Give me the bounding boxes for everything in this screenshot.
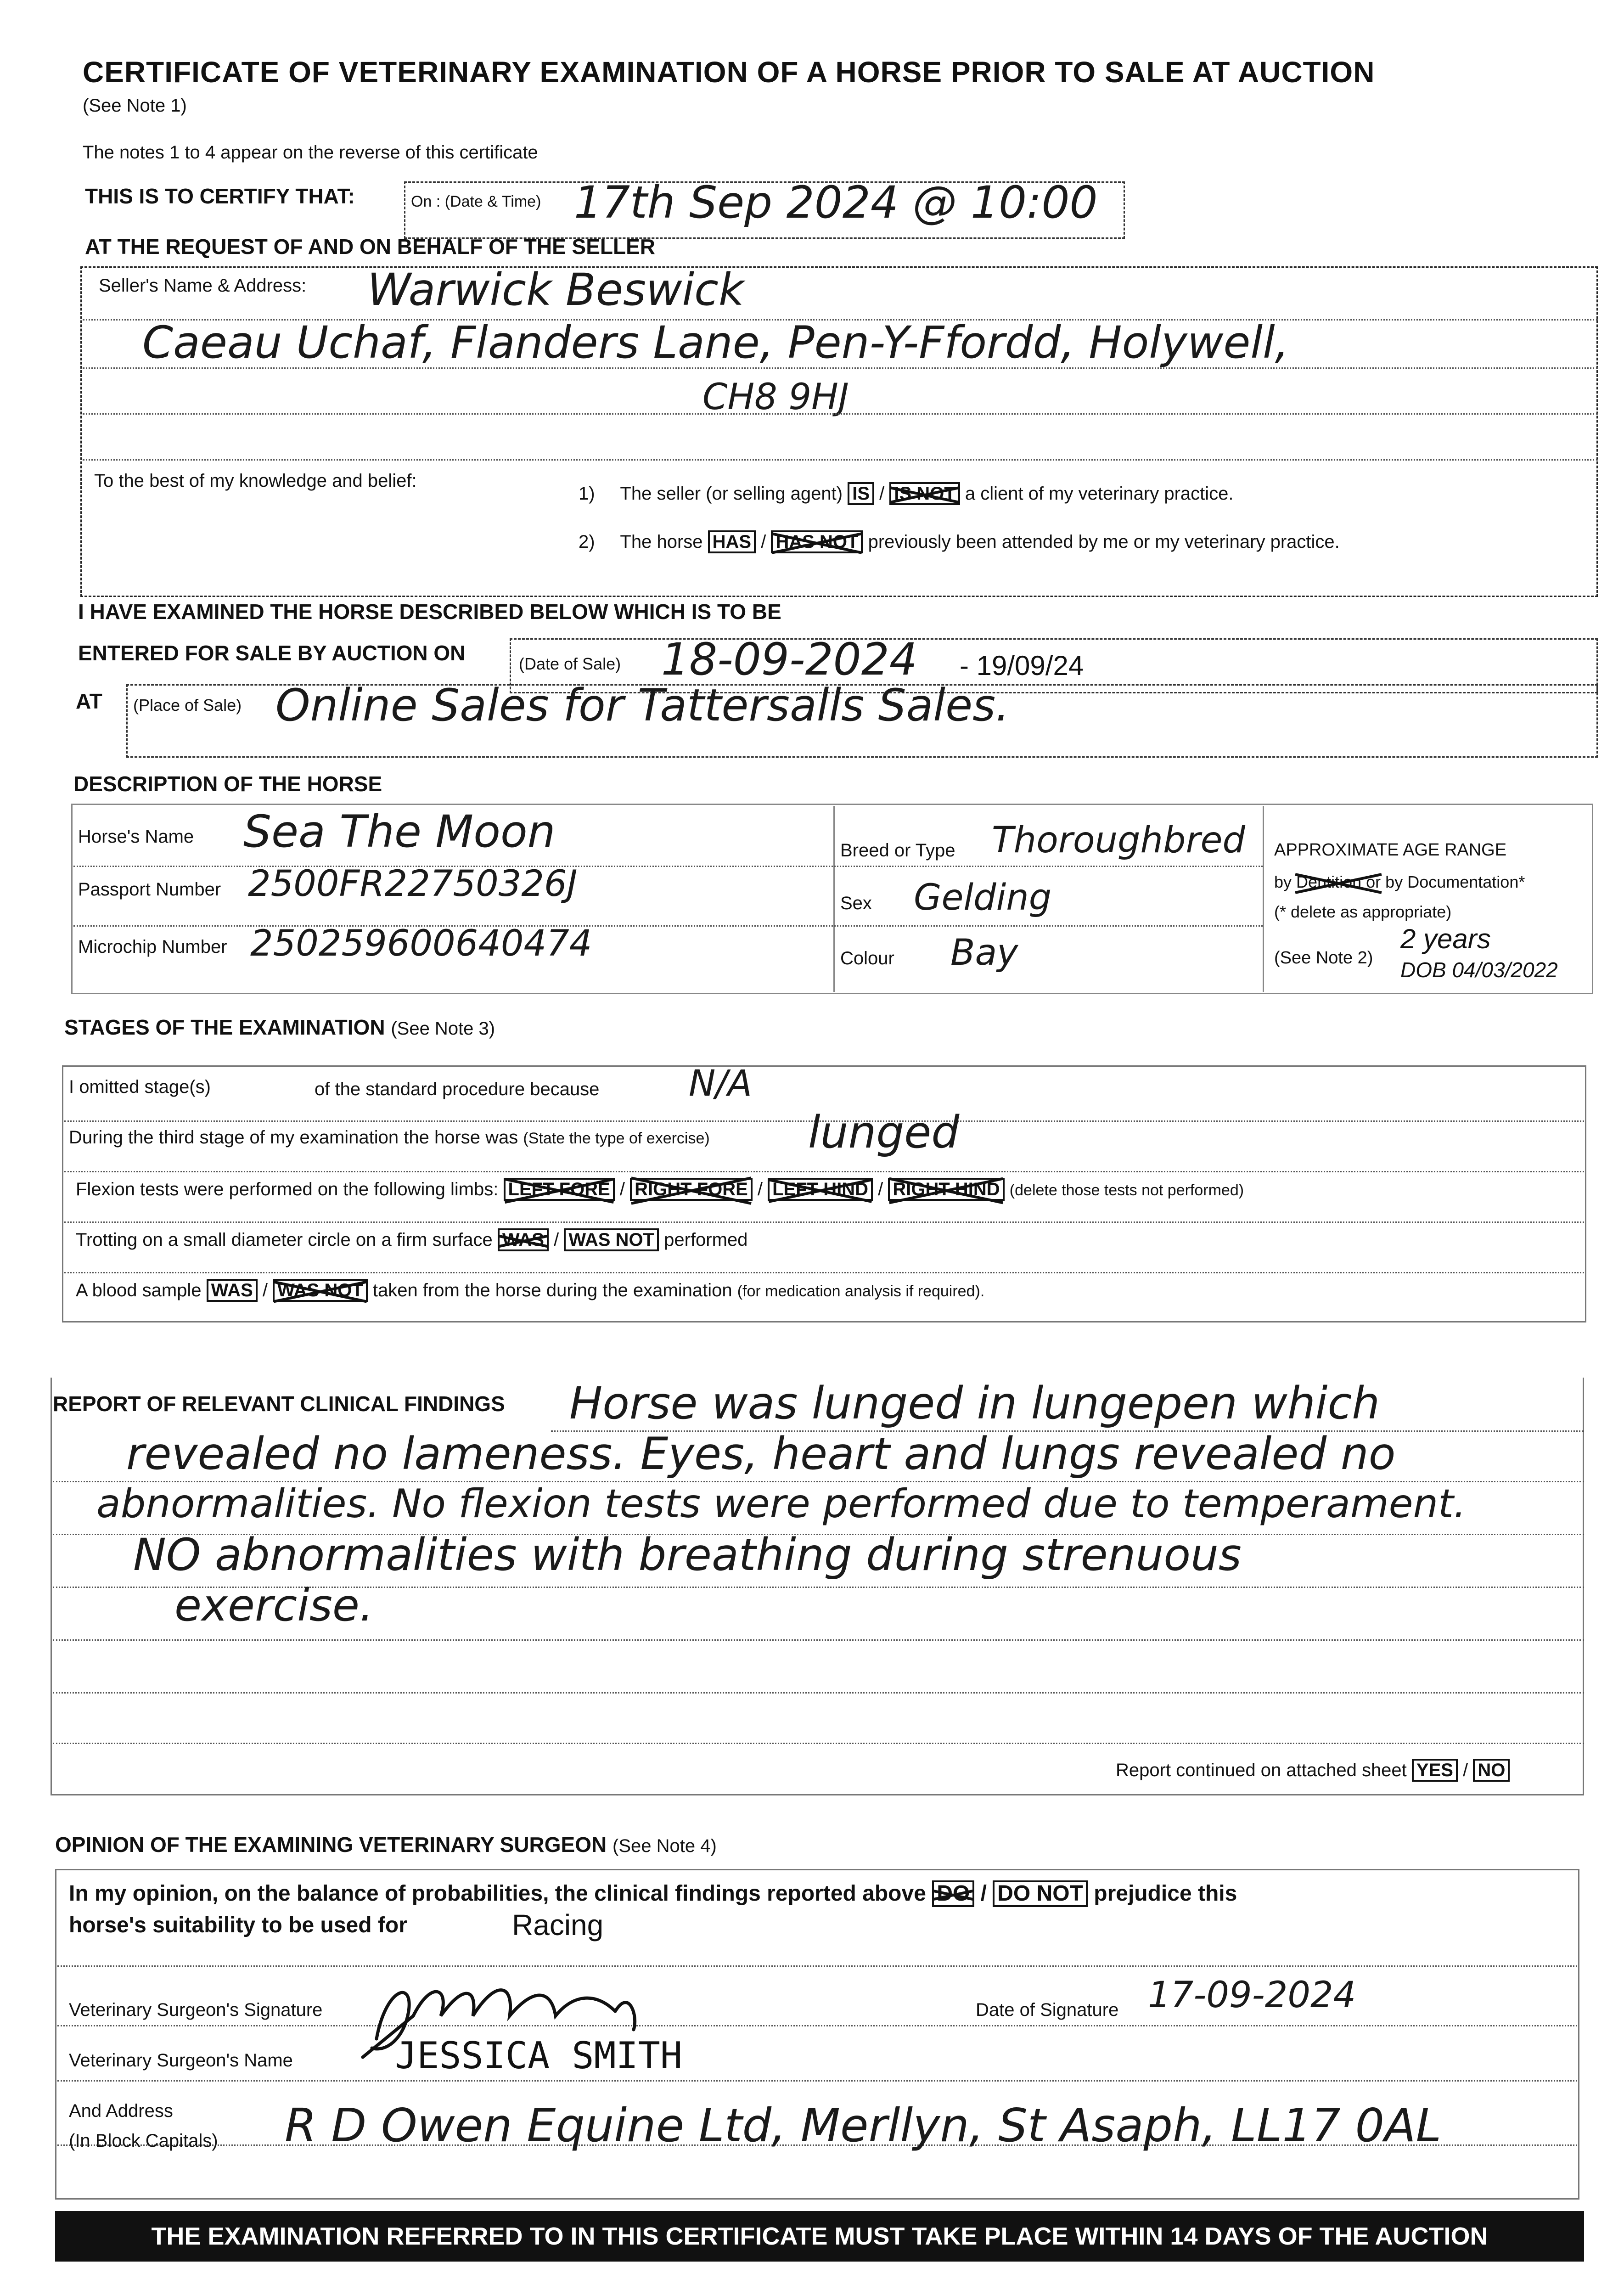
- surgeon-name-value[interactable]: JESSICA SMITH: [395, 2034, 683, 2077]
- seller-address-line1[interactable]: Caeau Uchaf, Flanders Lane, Pen-Y-Ffordd, Holywell,: [142, 317, 1289, 368]
- entered-label: ENTERED FOR SALE BY AUCTION ON: [78, 641, 466, 665]
- footer-banner: THE EXAMINATION REFERRED TO IN THIS CERTIFICATE MUST TAKE PLACE WITHIN 14 DAYS OF THE AUCTION: [55, 2211, 1584, 2262]
- blood-sample-line: A blood sample WAS / WAS NOT taken from the horse during the examination (for medication analysis if required).: [76, 1279, 984, 1302]
- blood-label: A blood sample: [76, 1280, 202, 1300]
- continued-no-option[interactable]: NO: [1473, 1759, 1510, 1782]
- opinion-text-post: prejudice this: [1094, 1881, 1237, 1906]
- report-line-3[interactable]: abnormalities. No flexion tests were performed due to temperament.: [96, 1481, 1467, 1527]
- opinion-heading-text: OPINION OF THE EXAMINING VETERINARY SURGEON: [55, 1833, 607, 1857]
- opinion-statement: In my opinion, on the balance of probabilities, the clinical findings reported above DO / DO NOT prejudice this: [69, 1880, 1237, 1907]
- seller-address-line2[interactable]: CH8 9HJ: [702, 377, 849, 418]
- stmt1-number: 1): [579, 484, 595, 504]
- description-heading: DESCRIPTION OF THE HORSE: [73, 772, 382, 796]
- microchip-label: Microchip Number: [78, 937, 227, 957]
- sale-date-value: 18-09-2024: [661, 634, 917, 685]
- seller-is-not-option[interactable]: IS NOT: [889, 482, 960, 505]
- flexion-line: Flexion tests were performed on the following limbs: LEFT FORE / RIGHT FORE / LEFT HIND / RIGHT HIND (delete those tests not performed): [76, 1178, 1244, 1201]
- blood-was-not-option[interactable]: WAS NOT: [273, 1279, 368, 1302]
- stages-heading-text: STAGES OF THE EXAMINATION: [64, 1015, 385, 1039]
- date-of-sale-label: (Date of Sale): [519, 654, 621, 673]
- third-stage-small: (State the type of exercise): [523, 1130, 710, 1147]
- report-heading: REPORT OF RELEVANT CLINICAL FINDINGS: [53, 1392, 505, 1416]
- trotting-was-not-option[interactable]: WAS NOT: [564, 1228, 659, 1251]
- breed-value[interactable]: Thoroughbred: [992, 820, 1246, 861]
- date-of-signature-value[interactable]: 17-09-2024: [1148, 1975, 1356, 2016]
- surgeon-address-value[interactable]: R D Owen Equine Ltd, Merllyn, St Asaph, LL17 0AL: [285, 2099, 1442, 2152]
- seller-is-option[interactable]: IS: [848, 482, 874, 505]
- age-by-dentition-option[interactable]: Dentition or: [1296, 872, 1381, 891]
- age-by: by: [1274, 872, 1292, 891]
- omitted-reason-value[interactable]: N/A: [689, 1063, 752, 1104]
- stmt2-post: previously been attended by me or my veterinary practice.: [868, 532, 1340, 552]
- place-of-sale-value: Online Sales for Tattersalls Sales.: [275, 680, 1010, 731]
- flexion-left-fore-option[interactable]: LEFT FORE: [504, 1178, 615, 1201]
- opinion-do-not-option[interactable]: DO NOT: [993, 1880, 1088, 1907]
- third-stage-line: [69, 1127, 710, 1148]
- opinion-heading: [55, 1832, 717, 1857]
- age-delete-note: (* delete as appropriate): [1274, 902, 1452, 921]
- horse-has-option[interactable]: HAS: [708, 530, 756, 553]
- statement-2: 2) The horse HAS / HAS NOT previously been attended by me or my veterinary practice.: [579, 530, 1340, 553]
- knowledge-label: To the best of my knowledge and belief:: [94, 471, 417, 491]
- colour-label: Colour: [840, 948, 894, 968]
- stmt1-pre: The seller (or selling agent): [620, 484, 843, 504]
- passport-value[interactable]: 2500FR22750326J: [248, 863, 578, 905]
- flexion-right-fore-option[interactable]: RIGHT FORE: [630, 1178, 753, 1201]
- passport-label: Passport Number: [78, 879, 221, 900]
- omitted-label: I omitted stage(s): [69, 1077, 211, 1097]
- opinion-line2: horse's suitability to be used for: [69, 1913, 407, 1937]
- request-label: AT THE REQUEST OF AND ON BEHALF OF THE SELLER: [85, 235, 655, 259]
- signature-label: Veterinary Surgeon's Signature: [69, 2000, 323, 2020]
- third-stage-label: During the third stage of my examination the horse was: [69, 1127, 518, 1148]
- blood-small: (for medication analysis if required).: [737, 1283, 985, 1300]
- date-of-signature-label: Date of Signature: [976, 2000, 1119, 2020]
- horse-name-value[interactable]: Sea The Moon: [243, 806, 556, 857]
- examined-label: I HAVE EXAMINED THE HORSE DESCRIBED BELOW WHICH IS TO BE: [78, 600, 781, 624]
- age-by-documentation-option[interactable]: by Documentation*: [1385, 872, 1525, 891]
- report-continued-line: Report continued on attached sheet YES / NO: [1116, 1759, 1510, 1782]
- opinion-do-option[interactable]: DO: [932, 1880, 974, 1907]
- notes-line: The notes 1 to 4 appear on the reverse of this certificate: [83, 142, 538, 163]
- certify-label: THIS IS TO CERTIFY THAT:: [85, 184, 355, 208]
- stages-heading: [64, 1015, 495, 1040]
- sale-date-value2: - 19/09/24: [960, 650, 1084, 681]
- microchip-value[interactable]: 250259600640474: [250, 923, 592, 964]
- opinion-text-pre: In my opinion, on the balance of probabilities, the clinical findings reported above: [69, 1881, 926, 1906]
- trotting-label: Trotting on a small diameter circle on a firm surface: [76, 1230, 493, 1250]
- place-of-sale-label: (Place of Sale): [133, 696, 242, 715]
- statement-1: 1) The seller (or selling agent) IS / IS NOT a client of my veterinary practice.: [579, 482, 1234, 505]
- exercise-type-value[interactable]: lunged: [808, 1107, 960, 1158]
- see-note-1: (See Note 1): [83, 96, 187, 116]
- report-line-1[interactable]: Horse was lunged in lungepen which: [569, 1378, 1380, 1429]
- sex-label: Sex: [840, 893, 872, 913]
- stmt2-pre: The horse: [620, 532, 703, 552]
- age-range-heading: APPROXIMATE AGE RANGE: [1274, 840, 1507, 860]
- at-label: AT: [76, 689, 102, 713]
- blood-post: taken from the horse during the examination: [372, 1280, 732, 1300]
- on-date-label: On : (Date & Time): [411, 193, 541, 210]
- continued-yes-option[interactable]: YES: [1412, 1759, 1458, 1782]
- certificate-title: CERTIFICATE OF VETERINARY EXAMINATION OF A HORSE PRIOR TO SALE AT AUCTION: [83, 56, 1375, 89]
- omitted-mid: of the standard procedure because: [315, 1079, 600, 1099]
- intended-use-value[interactable]: Racing: [512, 1908, 604, 1941]
- continued-label: Report continued on attached sheet: [1116, 1760, 1407, 1780]
- trotting-was-option[interactable]: WAS: [498, 1228, 549, 1251]
- age-dob-value: DOB 04/03/2022: [1400, 958, 1558, 982]
- flexion-note: (delete those tests not performed): [1009, 1182, 1244, 1199]
- age-see-note: (See Note 2): [1274, 948, 1373, 968]
- flexion-left-hind-option[interactable]: LEFT HIND: [768, 1178, 873, 1201]
- surgeon-name-label: Veterinary Surgeon's Name: [69, 2050, 293, 2071]
- address-label-1: And Address: [69, 2101, 173, 2121]
- stages-note: (See Note 3): [391, 1019, 495, 1039]
- blood-was-option[interactable]: WAS: [207, 1279, 258, 1302]
- colour-value[interactable]: Bay: [950, 932, 1018, 974]
- seller-name-label: Seller's Name & Address:: [99, 276, 307, 296]
- trotting-post: performed: [664, 1230, 748, 1250]
- horse-has-not-option[interactable]: HAS NOT: [771, 530, 863, 553]
- breed-label: Breed or Type: [840, 840, 955, 861]
- horse-name-label: Horse's Name: [78, 827, 194, 847]
- opinion-note: (See Note 4): [613, 1836, 717, 1856]
- exam-date-time-value: 17th Sep 2024 @ 10:00: [574, 177, 1098, 228]
- age-value[interactable]: 2 years: [1400, 923, 1491, 954]
- trotting-line: Trotting on a small diameter circle on a firm surface WAS / WAS NOT performed: [76, 1228, 747, 1251]
- report-line-4[interactable]: NO abnormalities with breathing during strenuous: [133, 1529, 1242, 1581]
- seller-name-value[interactable]: Warwick Beswick: [367, 264, 744, 315]
- flexion-label: Flexion tests were performed on the following limbs:: [76, 1179, 499, 1199]
- age-method-line: [1274, 872, 1525, 892]
- report-line-5[interactable]: exercise.: [174, 1580, 374, 1631]
- address-label-2: (In Block Capitals): [69, 2131, 218, 2151]
- report-line-2[interactable]: revealed no lameness. Eyes, heart and lungs revealed no: [126, 1428, 1396, 1480]
- stmt1-post: a client of my veterinary practice.: [965, 484, 1234, 504]
- sex-value[interactable]: Gelding: [914, 877, 1052, 918]
- flexion-right-hind-option[interactable]: RIGHT HIND: [888, 1178, 1004, 1201]
- stmt2-number: 2): [579, 532, 595, 552]
